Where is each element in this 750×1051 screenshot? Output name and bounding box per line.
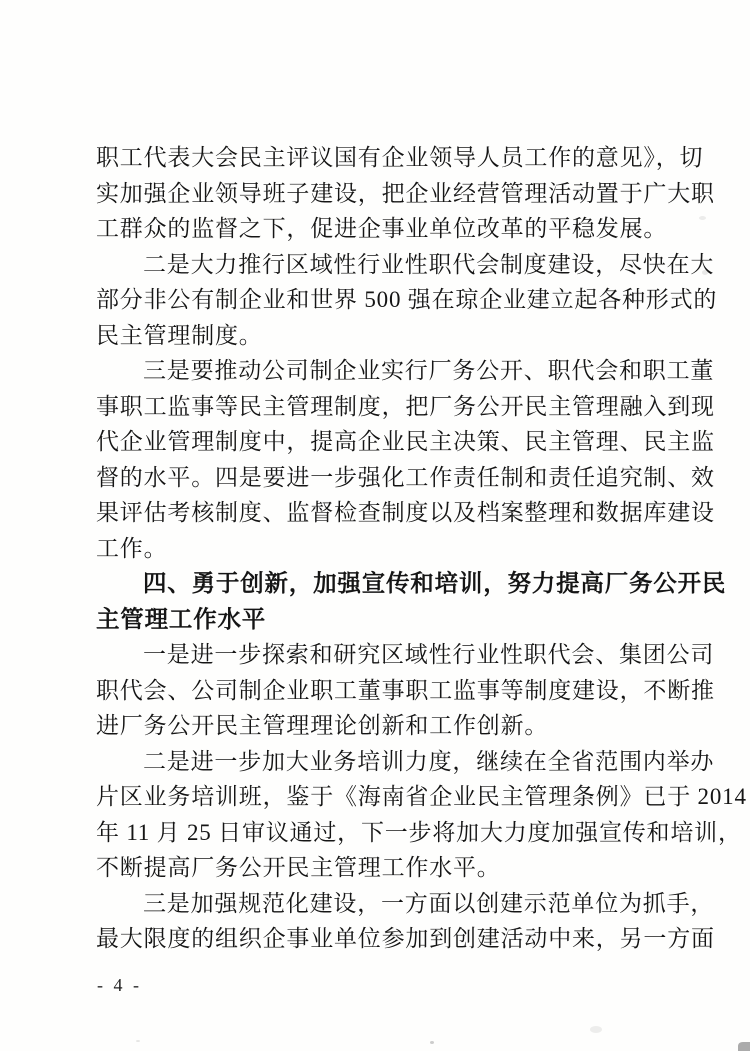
scan-smudge	[136, 1040, 140, 1042]
text-line: 不断提高厂务公开民主管理工作水平。	[96, 855, 501, 880]
page-number: - 4 -	[97, 975, 142, 995]
text-line: 事职工监事等民主管理制度，把厂务公开民主管理融入到现	[96, 393, 715, 419]
text-line: 督的水平。四是要进一步强化工作责任制和责任追究制、效	[96, 464, 715, 490]
text-line: 进厂务公开民主管理理论创新和工作创新。	[96, 713, 549, 738]
document-body	[96, 140, 747, 957]
section-heading	[96, 566, 727, 637]
text-line: 职代会、公司制企业职工董事职工监事等制度建设，不断推	[96, 677, 715, 703]
text-line: 最大限度的组织企事业单位参加到创建活动中来，另一方面	[96, 926, 715, 951]
paragraph	[96, 353, 715, 566]
text-line: 民主管理制度。	[96, 322, 263, 348]
text-line: 实加强企业领导班子建设，把企业经营管理活动置于广大职	[96, 180, 715, 206]
heading-line: 主管理工作水平	[96, 605, 267, 632]
text-line: 工作。	[96, 535, 168, 561]
text-line: 代企业管理制度中，提高企业民主决策、民主管理、民主监	[96, 429, 715, 454]
text-line: 三是加强规范化建设，一方面以创建示范单位为抓手，	[143, 890, 715, 916]
scan-smudge	[738, 1042, 750, 1051]
scan-smudge	[430, 1041, 434, 1044]
text-line: 工群众的监督之下，促进企事业单位改革的平稳发展。	[96, 216, 668, 241]
paragraph	[96, 247, 718, 354]
text-line: 片区业务培训班，鉴于《海南省企业民主管理条例》已于 2014	[96, 784, 747, 809]
text-line: 部分非公有制企业和世界 500 强在琼企业建立起各种形式的	[96, 287, 718, 312]
scan-smudge	[699, 216, 706, 220]
paragraph-continuation	[96, 140, 715, 247]
text-line: 年 11 月 25 日审议通过，下一步将加大力度加强宣传和培训，	[96, 819, 742, 845]
heading-line: 四、勇于创新，加强宣传和培训，努力提高厂务公开民	[143, 570, 727, 596]
scan-smudge	[590, 1026, 602, 1033]
text-line: 三是要推动公司制企业实行厂务公开、职代会和职工董	[143, 358, 715, 383]
text-line: 果评估考核制度、监督检查制度以及档案整理和数据库建设	[96, 500, 715, 525]
text-line: 二是进一步加大业务培训力度，继续在全省范围内举办	[143, 748, 715, 774]
text-line: 二是大力推行区域性行业性职代会制度建设，尽快在大	[143, 251, 715, 277]
paragraph	[96, 637, 715, 744]
paragraph	[96, 744, 747, 886]
text-line: 职工代表大会民主评议国有企业领导人员工作的意见》，切	[96, 145, 704, 170]
text-line: 一是进一步探索和研究区域性行业性职代会、集团公司	[143, 642, 715, 667]
paragraph	[96, 886, 715, 957]
